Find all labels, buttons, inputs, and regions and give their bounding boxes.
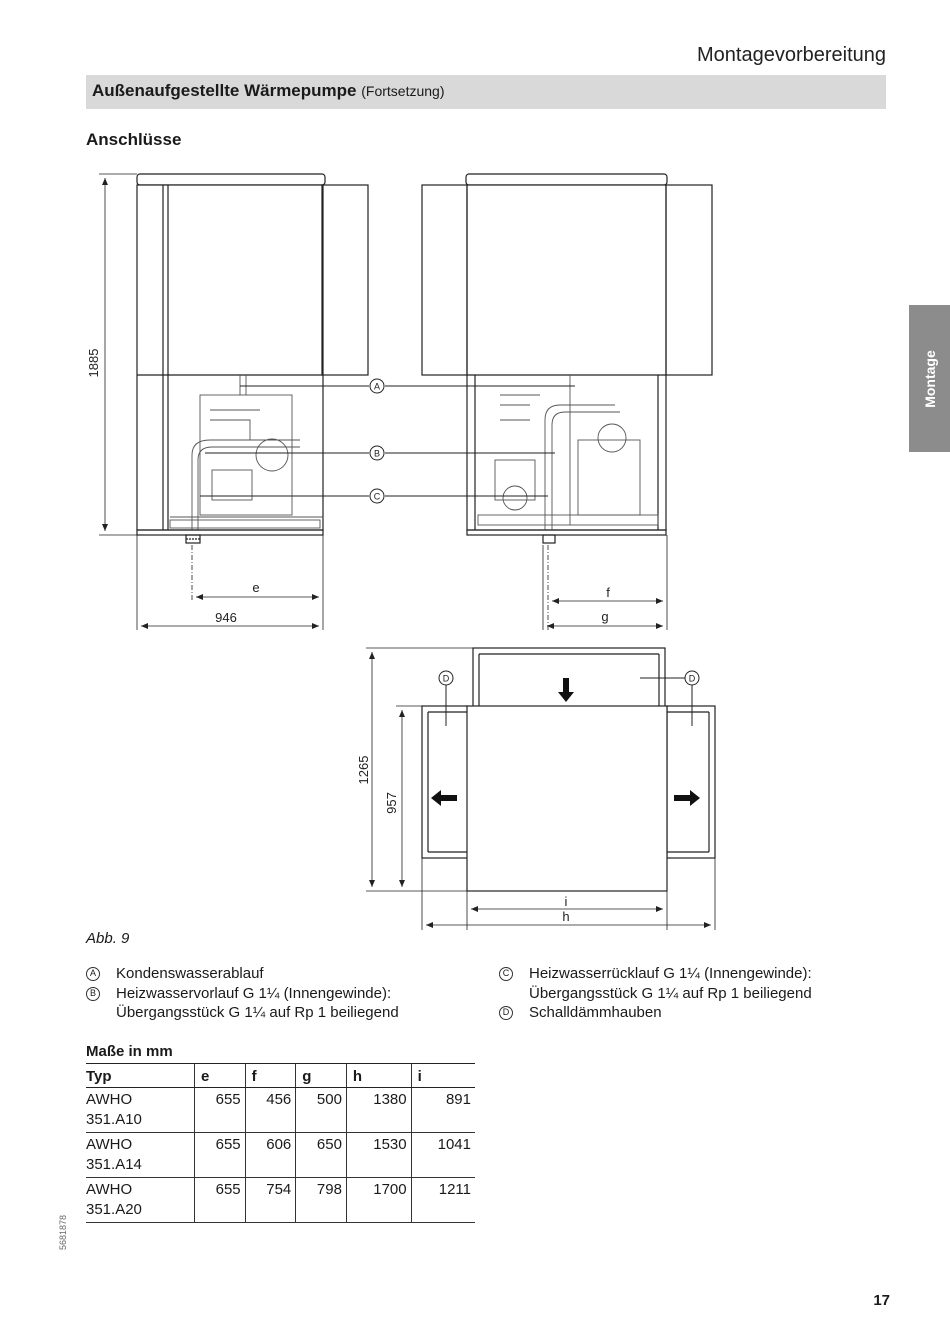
legend-text-b-2: Übergangsstück G 1¼ auf Rp 1 beiliegend: [116, 1004, 399, 1021]
legend-item-d: [499, 1003, 859, 1023]
legend-marker-b: B: [86, 987, 100, 1001]
document-number: 5681878: [58, 1214, 68, 1250]
cell-f: 456: [245, 1088, 296, 1133]
table-header-row: [86, 1064, 475, 1088]
legend-text-c: Heizwasserrücklauf G 1¼ (Innengewinde):: [529, 965, 812, 982]
heat-pump-side-view: [137, 174, 368, 543]
page-number: 17: [873, 1292, 890, 1309]
marker-c-label: C: [373, 491, 381, 502]
cell-typ: [86, 1133, 195, 1178]
dim-957-label: 957: [384, 792, 399, 814]
cell-i: 1211: [411, 1178, 475, 1223]
dim-i-label: i: [564, 894, 568, 909]
dim-g-label: g: [601, 609, 609, 624]
legend-marker-a: A: [86, 967, 100, 981]
airflow-in-arrow: [558, 678, 574, 702]
legend-item-a: [86, 964, 446, 984]
cell-g: 798: [296, 1178, 347, 1223]
cell-g: 500: [296, 1088, 347, 1133]
legend-text-b: Heizwasservorlauf G 1¼ (Innengewinde):: [116, 984, 392, 1002]
cell-typ-line2: 351.A20: [86, 1201, 142, 1218]
cell-i: 891: [411, 1088, 475, 1133]
dim-height-label: 1885: [86, 348, 101, 378]
airflow-out-left-arrow: [431, 790, 457, 806]
dim-width-label: 946: [215, 610, 237, 625]
cell-e: 655: [195, 1133, 246, 1178]
dim-f-label: f: [606, 585, 610, 600]
cell-i: 1041: [411, 1133, 475, 1178]
cell-h: 1530: [346, 1133, 411, 1178]
legend-item-b: [86, 984, 446, 1023]
cell-typ-line1: AWHO: [86, 1136, 133, 1153]
figure-caption: Abb. 9: [86, 930, 130, 947]
side-tab-label: Montage: [921, 349, 938, 408]
col-header-e: e: [195, 1064, 246, 1088]
col-header-f: f: [245, 1064, 296, 1088]
legend-marker-c: C: [499, 967, 513, 981]
table-row: [86, 1133, 475, 1178]
table-row: [86, 1178, 475, 1223]
cell-h: 1380: [346, 1088, 411, 1133]
cell-f: 754: [245, 1178, 296, 1223]
cell-f: 606: [245, 1133, 296, 1178]
legend-text-a: Kondenswasserablauf: [116, 965, 264, 982]
col-header-i: i: [411, 1064, 475, 1088]
cell-typ: [86, 1178, 195, 1223]
cell-e: 655: [195, 1178, 246, 1223]
marker-a-label: A: [373, 381, 381, 392]
marker-d-left-label: D: [442, 673, 450, 684]
dim-h-label: h: [562, 909, 570, 924]
cell-typ: [86, 1088, 195, 1133]
cell-h: 1700: [346, 1178, 411, 1223]
marker-d-right-label: D: [688, 673, 696, 684]
cell-g: 650: [296, 1133, 347, 1178]
cell-typ-line2: 351.A10: [86, 1111, 142, 1128]
legend-item-c: [499, 964, 859, 1003]
legend-marker-d: D: [499, 1006, 513, 1020]
section-continuation: (Fortsetzung): [361, 83, 445, 99]
dimensions-table: [86, 1063, 475, 1223]
section-title-text: Außenaufgestellte Wärmepumpe: [92, 81, 357, 100]
cell-typ-line1: AWHO: [86, 1181, 133, 1198]
heat-pump-front-view: [422, 174, 712, 543]
cell-e: 655: [195, 1088, 246, 1133]
col-header-typ: Typ: [86, 1064, 195, 1088]
table-row: [86, 1088, 475, 1133]
cell-typ-line1: AWHO: [86, 1091, 133, 1108]
legend-text-c-2: Übergangsstück G 1¼ auf Rp 1 beiliegend: [529, 984, 812, 1002]
airflow-out-right-arrow: [674, 790, 700, 806]
dim-1265-label: 1265: [356, 755, 371, 785]
table-caption: Maße in mm: [86, 1043, 173, 1060]
marker-b-label: B: [373, 448, 381, 459]
legend-text-d: Schalldämmhauben: [529, 1004, 662, 1021]
legend-right: [499, 964, 859, 1023]
chapter-title: Montagevorbereitung: [696, 44, 886, 66]
col-header-h: h: [346, 1064, 411, 1088]
cell-typ-line2: 351.A14: [86, 1156, 142, 1173]
subsection-heading: Anschlüsse: [86, 130, 182, 149]
col-header-g: g: [296, 1064, 347, 1088]
legend-left: [86, 964, 446, 1023]
dim-e-label: e: [252, 580, 260, 595]
